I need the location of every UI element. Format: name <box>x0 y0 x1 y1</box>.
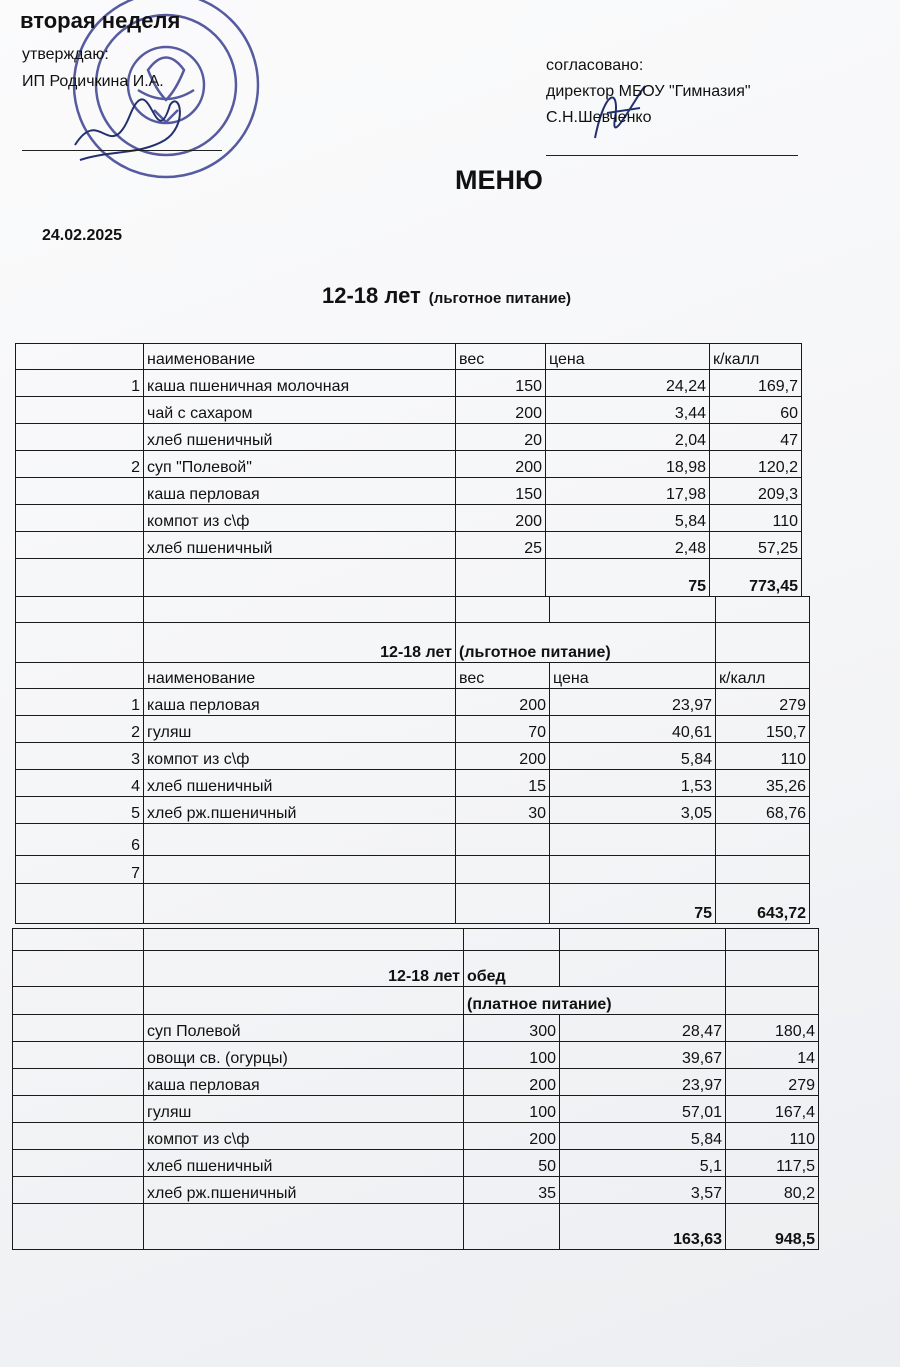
empty-cell <box>13 929 144 951</box>
dish-weight: 30 <box>456 797 550 824</box>
empty-cell <box>726 929 819 951</box>
dish-name: гуляш <box>144 1096 464 1123</box>
total-kcal: 773,45 <box>710 559 802 597</box>
section1-title <box>322 283 571 309</box>
dish-name: чай с сахаром <box>144 397 456 424</box>
dish-weight <box>456 824 550 856</box>
dish-kcal <box>716 824 810 856</box>
table-row <box>16 370 802 397</box>
week-label: вторая неделя <box>20 8 181 33</box>
page-title: МЕНЮ <box>455 165 543 195</box>
table-row <box>16 505 802 532</box>
dish-weight: 50 <box>464 1150 560 1177</box>
dish-kcal: 35,26 <box>716 770 810 797</box>
empty-cell <box>456 559 546 597</box>
signature-approver <box>70 85 190 170</box>
table-row <box>16 824 810 856</box>
total-row <box>13 1204 819 1250</box>
empty-cell <box>464 929 560 951</box>
table-row <box>13 1015 819 1042</box>
row-num: 2 <box>16 716 144 743</box>
dish-price: 5,84 <box>560 1123 726 1150</box>
row-num <box>16 397 144 424</box>
total-price: 75 <box>546 559 710 597</box>
empty-cell <box>16 597 144 623</box>
dish-weight: 200 <box>456 451 546 478</box>
empty-cell <box>560 951 726 987</box>
dish-price: 5,1 <box>560 1150 726 1177</box>
dish-weight: 100 <box>464 1096 560 1123</box>
dish-name: хлеб пшеничный <box>144 424 456 451</box>
dish-name <box>144 856 456 884</box>
dish-name: каша пшеничная молочная <box>144 370 456 397</box>
empty-cell <box>144 987 464 1015</box>
table-row <box>16 478 802 505</box>
dish-name: гуляш <box>144 716 456 743</box>
dish-kcal: 167,4 <box>726 1096 819 1123</box>
dish-kcal: 80,2 <box>726 1177 819 1204</box>
table-row <box>13 1042 819 1069</box>
empty-cell <box>16 623 144 663</box>
dish-name: компот из с\ф <box>144 743 456 770</box>
dish-name: овощи св. (огурцы) <box>144 1042 464 1069</box>
section3-meal: обед <box>464 951 560 987</box>
row-num: 4 <box>16 770 144 797</box>
row-num <box>16 478 144 505</box>
price-header: цена <box>546 344 710 370</box>
section2-type: (льготное питание) <box>456 623 716 663</box>
dish-price: 3,44 <box>546 397 710 424</box>
dish-price: 40,61 <box>550 716 716 743</box>
section2-table <box>15 596 810 924</box>
table-row <box>13 1069 819 1096</box>
total-row <box>16 559 802 597</box>
section2-age: 12-18 лет <box>144 623 456 663</box>
row-num: 6 <box>16 824 144 856</box>
dish-name: хлеб рж.пшеничный <box>144 1177 464 1204</box>
row-num: 5 <box>16 797 144 824</box>
dish-kcal: 150,7 <box>716 716 810 743</box>
approver-name: ИП Родичкина И.А. <box>22 73 164 90</box>
total-row <box>16 884 810 924</box>
table-header-row <box>16 344 802 370</box>
row-num <box>13 1096 144 1123</box>
empty-cell <box>16 559 144 597</box>
row-num: 2 <box>16 451 144 478</box>
table-row <box>16 451 802 478</box>
empty-cell <box>560 929 726 951</box>
dish-price <box>550 824 716 856</box>
row-num <box>16 532 144 559</box>
total-price: 75 <box>550 884 716 924</box>
dish-weight: 200 <box>464 1123 560 1150</box>
empty-cell <box>726 987 819 1015</box>
dish-weight: 200 <box>456 397 546 424</box>
empty-cell <box>716 597 810 623</box>
table-row <box>16 397 802 424</box>
total-kcal: 643,72 <box>716 884 810 924</box>
empty-cell <box>144 1204 464 1250</box>
row-num <box>13 1015 144 1042</box>
dish-kcal: 279 <box>716 689 810 716</box>
dish-price: 18,98 <box>546 451 710 478</box>
dish-weight <box>456 856 550 884</box>
empty-cell <box>144 884 456 924</box>
table-header-row <box>16 663 810 689</box>
table-row <box>13 1096 819 1123</box>
spacer-row <box>16 597 810 623</box>
dish-weight: 25 <box>456 532 546 559</box>
dish-price: 23,97 <box>560 1069 726 1096</box>
dish-name: хлеб пшеничный <box>144 532 456 559</box>
kcal-header: к/калл <box>716 663 810 689</box>
empty-cell <box>13 1204 144 1250</box>
empty-cell <box>144 559 456 597</box>
empty-cell <box>456 884 550 924</box>
section1-age: 12-18 лет <box>322 283 421 308</box>
row-num <box>13 1177 144 1204</box>
section3-age: 12-18 лет <box>144 951 464 987</box>
dish-kcal <box>716 856 810 884</box>
weight-header: вес <box>456 344 546 370</box>
section2-title-row <box>16 623 810 663</box>
dish-price: 17,98 <box>546 478 710 505</box>
dish-price: 1,53 <box>550 770 716 797</box>
dish-price: 2,04 <box>546 424 710 451</box>
table-row <box>16 716 810 743</box>
name-header: наименование <box>144 663 456 689</box>
approve-label: утверждаю: <box>22 46 109 63</box>
agreed-label: согласовано: <box>546 57 644 74</box>
dish-kcal: 180,4 <box>726 1015 819 1042</box>
table-row <box>16 532 802 559</box>
row-num: 7 <box>16 856 144 884</box>
table-row <box>16 770 810 797</box>
empty-cell <box>726 951 819 987</box>
table-row <box>16 424 802 451</box>
empty-cell <box>144 597 456 623</box>
dish-weight: 20 <box>456 424 546 451</box>
spacer-row <box>13 929 819 951</box>
dish-weight: 35 <box>464 1177 560 1204</box>
empty-cell <box>550 597 716 623</box>
dish-price: 2,48 <box>546 532 710 559</box>
table-row <box>16 856 810 884</box>
row-num <box>13 1150 144 1177</box>
dish-name: каша перловая <box>144 689 456 716</box>
row-num <box>13 1069 144 1096</box>
section1-table <box>15 343 802 597</box>
total-price: 163,63 <box>560 1204 726 1250</box>
table-row <box>13 1177 819 1204</box>
row-num <box>13 1123 144 1150</box>
dish-name: хлеб рж.пшеничный <box>144 797 456 824</box>
dish-kcal: 120,2 <box>710 451 802 478</box>
dish-kcal: 60 <box>710 397 802 424</box>
menu-date: 24.02.2025 <box>42 227 123 244</box>
row-num: 3 <box>16 743 144 770</box>
dish-name: компот из с\ф <box>144 505 456 532</box>
empty-cell <box>464 1204 560 1250</box>
dish-weight: 150 <box>456 478 546 505</box>
dish-name: компот из с\ф <box>144 1123 464 1150</box>
dish-price: 3,05 <box>550 797 716 824</box>
dish-price: 24,24 <box>546 370 710 397</box>
dish-weight: 100 <box>464 1042 560 1069</box>
dish-price: 5,84 <box>550 743 716 770</box>
dish-name: хлеб пшеничный <box>144 1150 464 1177</box>
empty-cell <box>716 623 810 663</box>
director-signature-line <box>546 155 798 156</box>
dish-price: 28,47 <box>560 1015 726 1042</box>
kcal-header: к/калл <box>710 344 802 370</box>
director-title: директор МБОУ "Гимназия" <box>546 83 751 100</box>
dish-price: 23,97 <box>550 689 716 716</box>
dish-weight: 200 <box>464 1069 560 1096</box>
section3-type-row <box>13 987 819 1015</box>
row-num <box>16 505 144 532</box>
num-header <box>16 663 144 689</box>
row-num: 1 <box>16 370 144 397</box>
empty-cell <box>13 987 144 1015</box>
dish-kcal: 110 <box>710 505 802 532</box>
dish-kcal: 117,5 <box>726 1150 819 1177</box>
dish-price: 57,01 <box>560 1096 726 1123</box>
dish-weight: 200 <box>456 505 546 532</box>
dish-name: суп Полевой <box>144 1015 464 1042</box>
director-name: С.Н.Шевченко <box>546 109 652 126</box>
row-num <box>13 1042 144 1069</box>
empty-cell <box>144 929 464 951</box>
empty-cell <box>456 597 550 623</box>
dish-kcal: 110 <box>716 743 810 770</box>
dish-kcal: 169,7 <box>710 370 802 397</box>
approver-signature-line <box>22 150 222 151</box>
section3-type: (платное питание) <box>464 987 726 1015</box>
dish-weight: 200 <box>456 743 550 770</box>
dish-kcal: 14 <box>726 1042 819 1069</box>
total-kcal: 948,5 <box>726 1204 819 1250</box>
table-row <box>16 689 810 716</box>
section3-table <box>12 928 819 1250</box>
price-header: цена <box>550 663 716 689</box>
dish-weight: 70 <box>456 716 550 743</box>
dish-name: каша перловая <box>144 478 456 505</box>
row-num: 1 <box>16 689 144 716</box>
dish-name <box>144 824 456 856</box>
dish-name: хлеб пшеничный <box>144 770 456 797</box>
name-header: наименование <box>144 344 456 370</box>
dish-weight: 150 <box>456 370 546 397</box>
weight-header: вес <box>456 663 550 689</box>
dish-kcal: 279 <box>726 1069 819 1096</box>
dish-name: каша перловая <box>144 1069 464 1096</box>
section3-title-row <box>13 951 819 987</box>
row-num <box>16 424 144 451</box>
dish-price: 5,84 <box>546 505 710 532</box>
empty-cell <box>16 884 144 924</box>
num-header <box>16 344 144 370</box>
dish-kcal: 57,25 <box>710 532 802 559</box>
table-row <box>16 797 810 824</box>
empty-cell <box>13 951 144 987</box>
table-row <box>16 743 810 770</box>
table-row <box>13 1150 819 1177</box>
dish-weight: 15 <box>456 770 550 797</box>
dish-kcal: 209,3 <box>710 478 802 505</box>
dish-name: суп "Полевой" <box>144 451 456 478</box>
dish-price: 3,57 <box>560 1177 726 1204</box>
dish-kcal: 47 <box>710 424 802 451</box>
dish-price <box>550 856 716 884</box>
dish-kcal: 110 <box>726 1123 819 1150</box>
dish-weight: 300 <box>464 1015 560 1042</box>
table-row <box>13 1123 819 1150</box>
dish-kcal: 68,76 <box>716 797 810 824</box>
dish-price: 39,67 <box>560 1042 726 1069</box>
dish-weight: 200 <box>456 689 550 716</box>
section1-type: (льготное питание) <box>428 290 572 307</box>
